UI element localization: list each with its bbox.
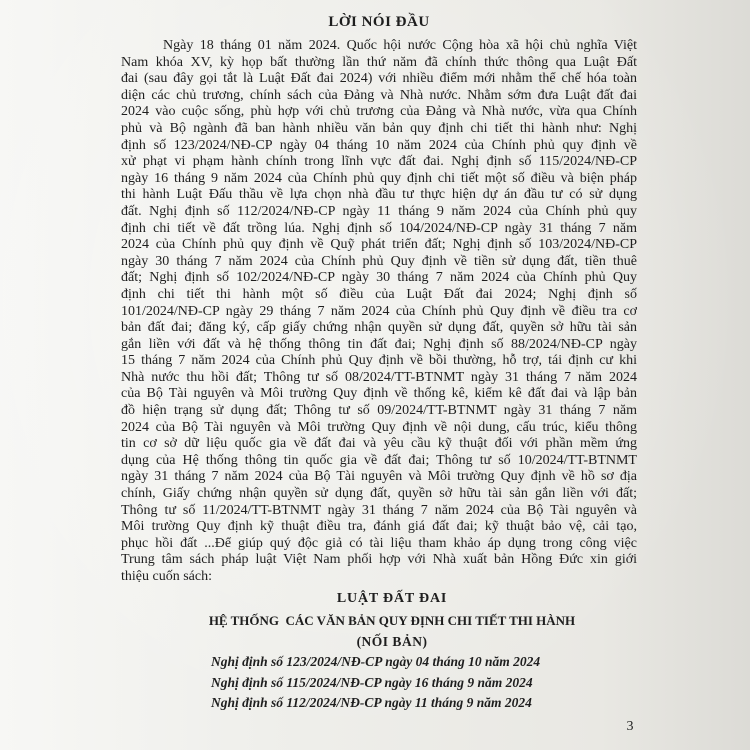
- preface-line: dụng của Hệ thống thông tin quốc gia về đất đai; Thông tư số 10/2024/TT-BTNMT: [121, 452, 637, 468]
- edition-note: (NỐI BẢN): [356, 634, 428, 649]
- preface-line: thi hành Luật Đấu thầu về lựa chọn nhà đầu tư thực hiện dự án đầu tư có sử dụng: [121, 187, 637, 203]
- preface-line: Ngày 18 tháng 01 năm 2024. Quốc hội nước Cộng hòa xã hội chủ nghĩa Việt: [163, 38, 637, 53]
- preface-line: đất. Nghị định số 112/2024/NĐ-CP ngày 11 tháng 9 năm 2024 của Chính phủ quy: [121, 203, 637, 219]
- preface-line: bản đất đai; đăng ký, cấp giấy chứng nhận quyền sử dụng đất, quyền sở hữu tài sản: [121, 320, 637, 336]
- preface-line: diện các chủ trương, chính sách của Đảng và Nhà nước. Nhằm sớm đưa Luật đất đai: [121, 87, 637, 103]
- preface-line: 2024 của Chính phủ quy định về Quỹ phát triển đất; Nghị định số 103/2024/NĐ-CP: [121, 237, 637, 253]
- preface-line: ngày 31 tháng 7 năm 2024 của Bộ Tài nguyên và Môi trường Quy định về hồ sơ địa: [121, 469, 637, 485]
- book-title: LUẬT ĐẤT ĐAI: [336, 591, 448, 606]
- preface-line: ngày 16 tháng 9 năm 2024 của Chính phủ quy định chi tiết một số điều và biện pháp: [121, 170, 637, 186]
- included-document-item: Nghị định số 115/2024/NĐ-CP ngày 16 tháng 9 năm 2024: [211, 674, 533, 690]
- preface-line: Môi trường Quy định kỹ thuật điều tra, đánh giá đất đai; kỹ thuật bảo vệ, cải tạo,: [121, 519, 637, 535]
- included-document-item: Nghị định số 112/2024/NĐ-CP ngày 11 tháng 9 năm 2024: [211, 695, 532, 710]
- preface-paragraph: [121, 38, 637, 586]
- preface-line: đồ hiện trạng sử dụng đất; Thông tư số 09/2024/TT-BTNMT ngày 31 tháng 7 năm: [121, 403, 637, 419]
- preface-line: đai (sau đây gọi tắt là Luật Đất đai 2024) với nhiều điểm mới nhằm thể chế hóa toàn: [121, 71, 637, 87]
- preface-line: 2024 vào cuộc sống, phù hợp với chủ trương của Đảng và Nhà nước, vừa qua Chính: [121, 104, 637, 120]
- preface-line: Trung tâm sách pháp luật Việt Nam phối hợp với Nhà xuất bản Hồng Đức xin giới: [121, 552, 637, 568]
- preface-line: định chi tiết thi hành một số điều của Luật Đất đai 2024; Nghị định số: [121, 286, 637, 302]
- preface-line: Nam khóa XV, kỳ họp bất thường lần thứ năm đã chính thức thông qua Luật Đất: [121, 54, 637, 70]
- preface-line: 2024 của Bộ Tài nguyên và Môi trường Quy định về nội dung, cấu trúc, kiểu thông: [121, 419, 637, 435]
- preface-line: đất; Nghị định số 102/2024/NĐ-CP ngày 30 tháng 7 năm 2024 của Chính phủ Quy: [121, 270, 637, 286]
- included-documents-list: [211, 652, 571, 714]
- page-title: LỜI NÓI ĐẦU: [328, 14, 430, 30]
- preface-line: Nhà nước thu hồi đất; Thông tư số 08/2024/TT-BTNMT ngày 31 tháng 7 năm 2024: [121, 369, 637, 385]
- preface-line: định số 123/2024/NĐ-CP ngày 04 tháng 10 năm 2024 của Chính phủ quy định về: [121, 137, 637, 153]
- preface-line: Thông tư số 11/2024/TT-BTNMT ngày 31 tháng 7 năm 2024 của Bộ Tài nguyên và: [121, 502, 637, 518]
- book-subtitle: HỆ THỐNG CÁC VĂN BẢN QUY ĐỊNH CHI TIẾT THI HÀNH: [208, 613, 576, 628]
- preface-line: phục hồi đất ...Để giúp quý độc giả có tài liệu tham khảo áp dụng trong công việc: [121, 535, 637, 551]
- preface-line: ngày 30 tháng 7 năm 2024 của Chính phủ Quy định về tiền sử dụng đất, tiền thuê: [121, 253, 637, 269]
- preface-line: xử phạt vi phạm hành chính trong lĩnh vực đất đai. Nghị định số 115/2024/NĐ-CP: [121, 154, 637, 170]
- preface-line: định chi tiết về đất trồng lúa. Nghị định số 104/2024/NĐ-CP ngày 31 tháng 7 năm: [121, 220, 637, 236]
- preface-line: của Bộ Tài nguyên và Môi trường Quy định về thống kê, kiểm kê đất đai và lập bản: [121, 386, 637, 402]
- preface-line: phủ và Bộ ngành đã ban hành nhiều văn bản quy định chi tiết thi hành như: Nghị: [121, 120, 637, 136]
- included-document-item: Nghị định số 123/2024/NĐ-CP ngày 04 tháng 10 năm 2024: [211, 654, 541, 669]
- page-number: 3: [626, 719, 634, 734]
- preface-line: gắn liền với đất và hệ thống thông tin đất đai; Nghị định số 88/2024/NĐ-CP ngày: [121, 336, 637, 352]
- preface-line: thiệu cuốn sách:: [121, 569, 212, 584]
- preface-line: chính, Giấy chứng nhận quyền sử dụng đất, quyền sở hữu tài sản gắn liền với đất;: [121, 486, 637, 502]
- preface-line: 101/2024/NĐ-CP ngày 29 tháng 7 năm 2024 của Chính phủ Quy định về điều tra cơ: [121, 303, 637, 319]
- preface-line: tin cơ sở dữ liệu quốc gia về đất đai và yêu cầu kỹ thuật đối với phần mềm ứng: [121, 436, 637, 452]
- preface-line: 15 tháng 7 năm 2024 của Chính phủ Quy định về bồi thường, hỗ trợ, tái định cư khi: [121, 353, 637, 369]
